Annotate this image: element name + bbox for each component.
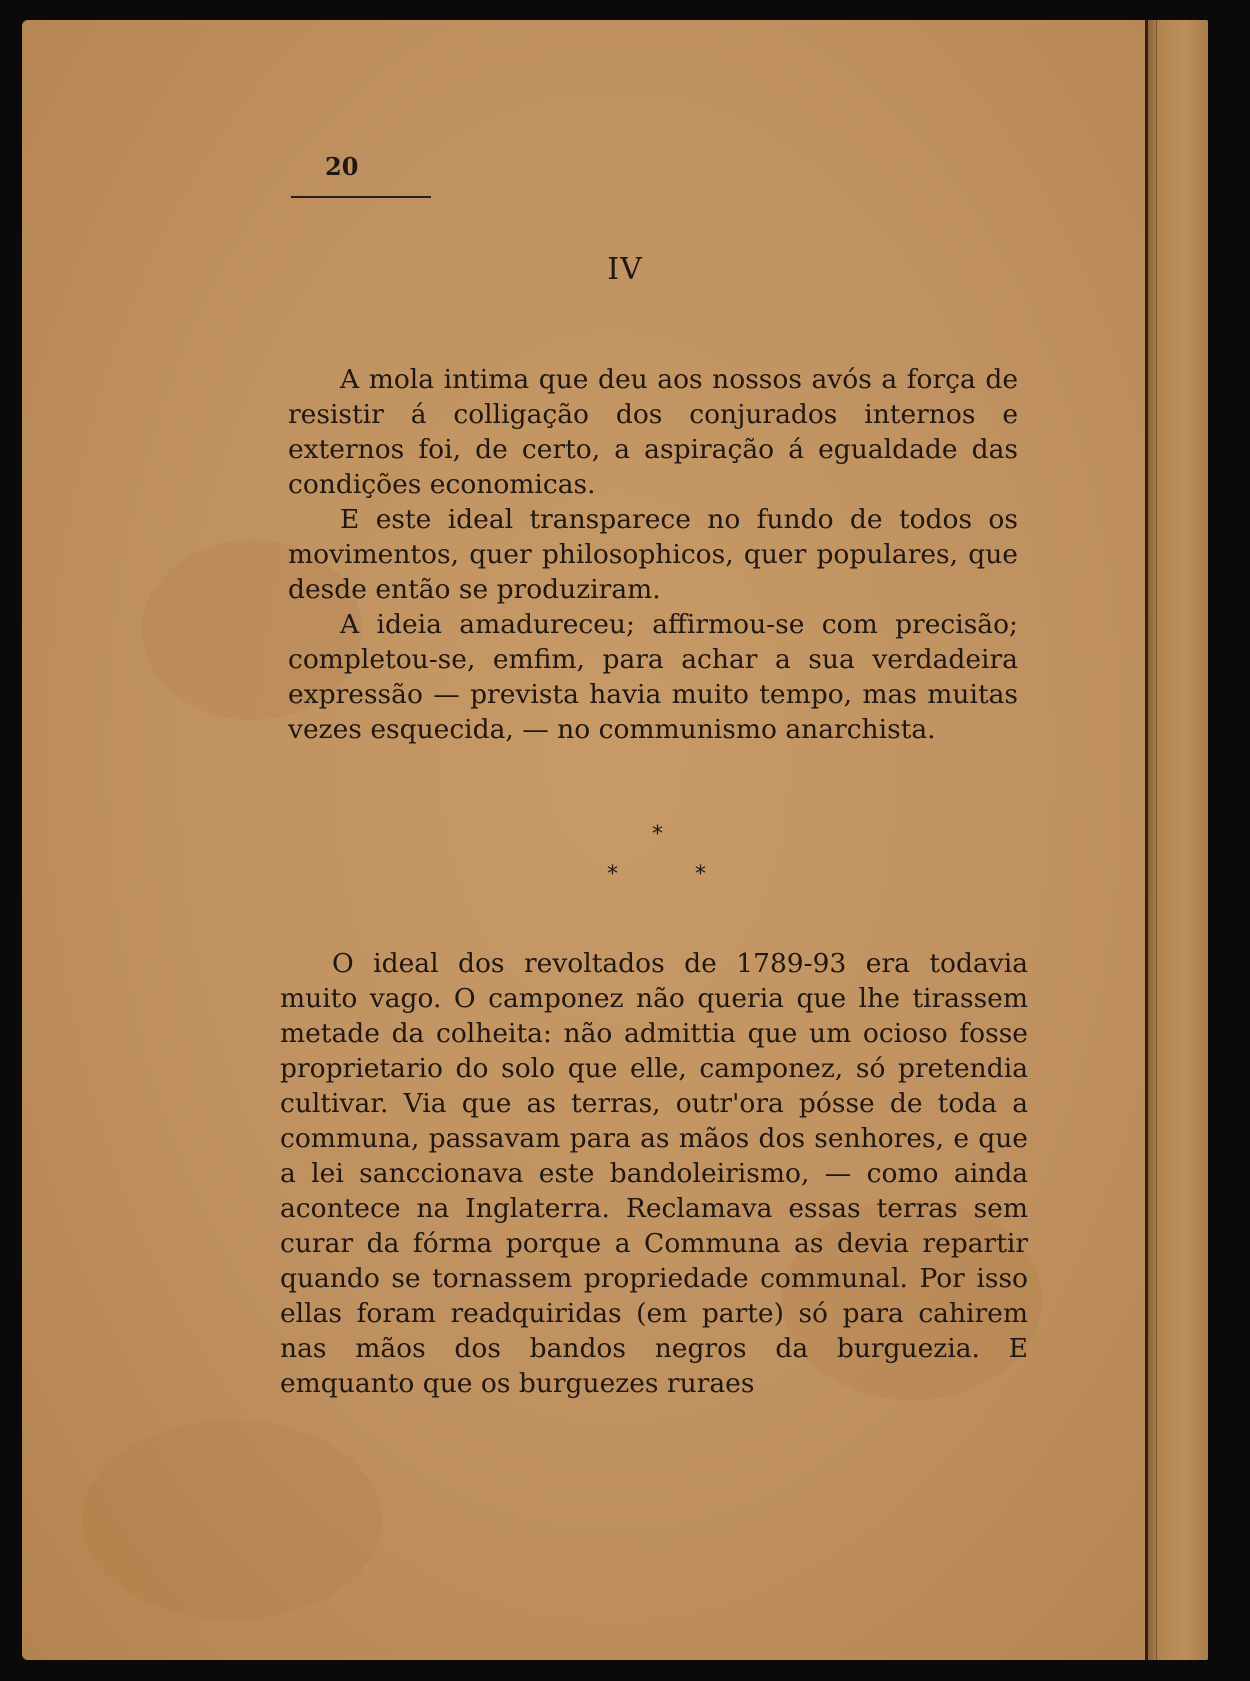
paragraph: A ideia amadureceu; affirmou-se com precisão; completou-se, emfim, para achar a sua verdadeira expressão — prevista havia muito tempo, mas muitas vezes esquecida, — no communismo anarchista.: [288, 609, 1018, 745]
header-rule: [291, 196, 431, 198]
separator-star-left: *: [607, 862, 618, 887]
page-number: 20: [325, 152, 359, 181]
section-2-text: [280, 946, 1028, 1401]
paragraph: A mola intima que deu aos nossos avós a força de resistir á colligação dos conjurados internos e externos foi, de certo, a aspiração á egualdade das condições economicas.: [288, 364, 1018, 500]
section-1-text: [288, 362, 1018, 747]
paragraph: O ideal dos revoltados de 1789-93 era todavia muito vago. O camponez não queria que lhe tirassem metade da colheita: não admittia que um ocioso fosse proprietario do solo que elle, camponez, só pretendia cultivar. Via que as terras, outr'ora pósse de toda a communa, passavam para as mãos dos senhores, e que a lei sanccionava este bandoleirismo, — como ainda acontece na Inglaterra. Reclamava essas terras sem curar da fórma porque a Communa as devia repartir quando se tornassem propriedade communal. Por isso ellas foram readquiridas (em parte) só para cahirem nas mãos dos bandos negros da burguezia. E emquanto que os burguezes ruraes: [280, 948, 1028, 1399]
paragraph: E este ideal transparece no fundo de todos os movimentos, quer philosophicos, quer populares, que desde então se produziram.: [288, 504, 1018, 605]
separator-star-right: *: [695, 862, 706, 887]
chapter-heading: IV: [607, 252, 643, 287]
paper-stain: [82, 1420, 382, 1620]
separator-star-top: *: [652, 822, 663, 847]
